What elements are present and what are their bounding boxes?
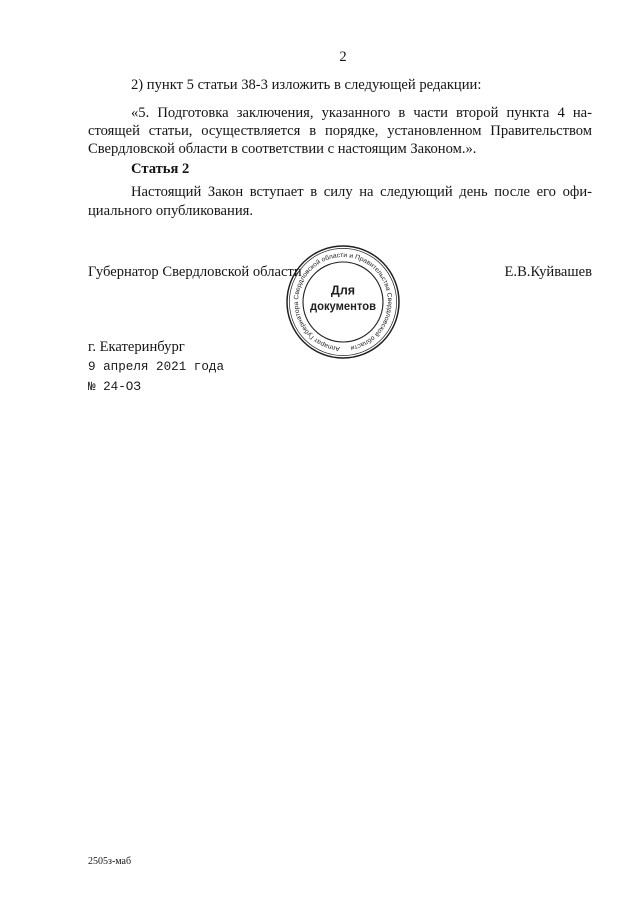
article-paragraph <box>88 183 592 221</box>
seal-center-line-1: Для <box>330 283 356 298</box>
article-line: Настоящий Закон вступает в силу на следующий день после его офи- <box>131 184 592 200</box>
place-of-signing: г. Екатеринбург <box>88 339 185 355</box>
amendment-item <box>88 76 592 94</box>
signing-date: 9 апреля 2021 года <box>88 360 225 374</box>
official-seal-stamp <box>285 244 401 360</box>
signatory-name: Е.В.Куйвашев <box>504 264 592 280</box>
article-heading: Статья 2 <box>131 161 190 177</box>
amendment-item-text: 2) пункт 5 статьи 38-3 изложить в следующей редакции: <box>131 77 482 93</box>
signatory-position: Губернатор Свердловской области <box>88 264 302 280</box>
amendment-quote-paragraph <box>88 104 592 158</box>
footer-registration-code: 2505з-маб <box>88 856 132 867</box>
seal-ring-text-path: Аппарат Губернатора Свердловской области и Правительства Свердловской области <box>292 251 394 352</box>
law-number: № 24-ОЗ <box>88 380 141 394</box>
quote-line: стоящей статьи, осуществляется в порядке, установленном Правительством <box>88 123 592 139</box>
seal-center-line-2: документов <box>310 301 376 313</box>
article-heading-block <box>88 160 592 178</box>
page-number: 2 <box>339 49 347 65</box>
quote-line: «5. Подготовка заключения, указанного в части второй пункта 4 на- <box>131 105 592 121</box>
article-line: циального опубликования. <box>88 203 254 219</box>
quote-line: Свердловской области в соответствии с настоящим Законом.». <box>88 141 477 157</box>
